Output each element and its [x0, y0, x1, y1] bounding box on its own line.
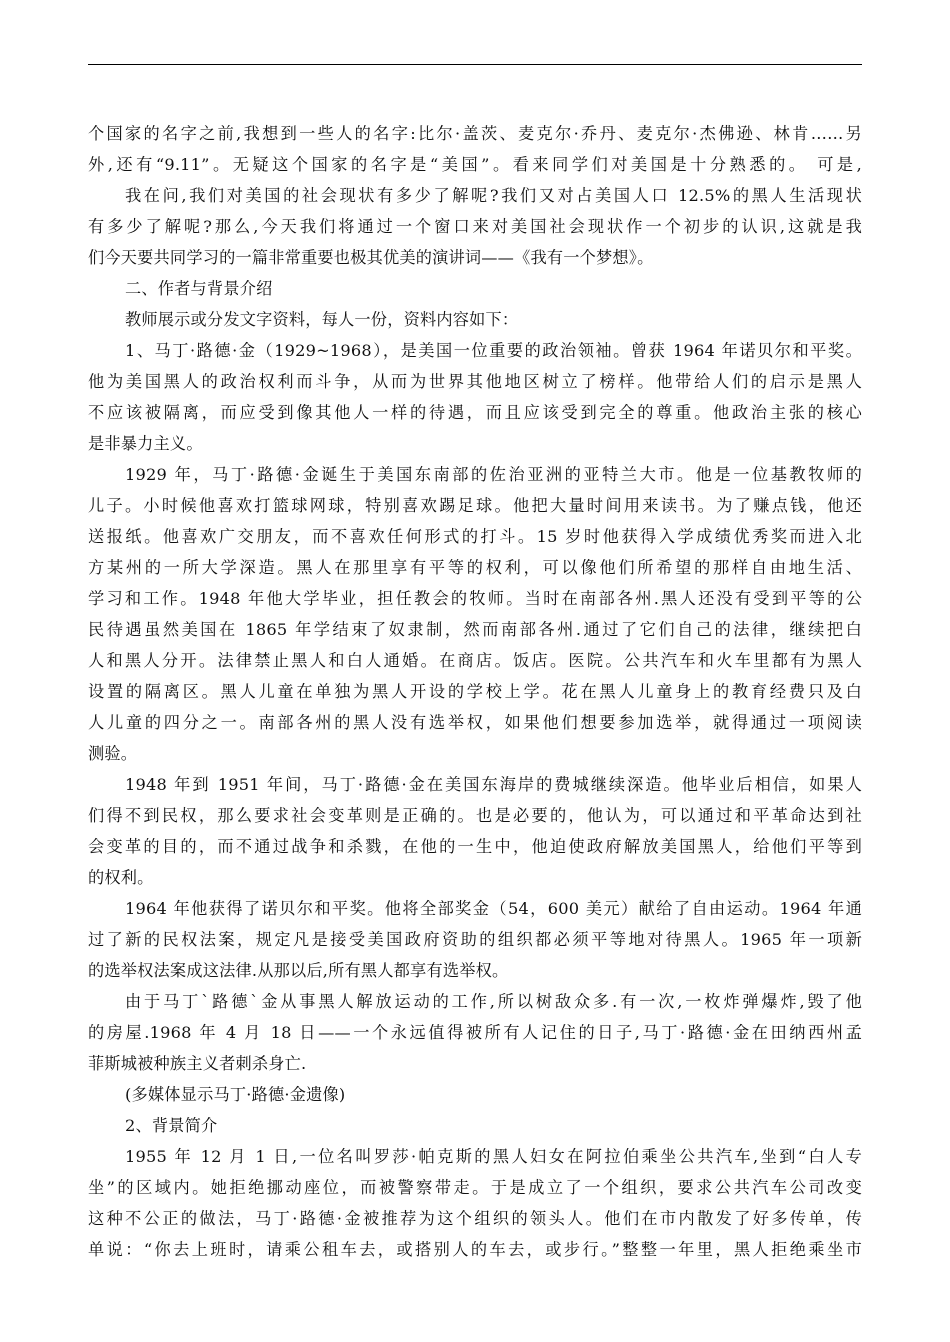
text-line: 民待遇虽然美国在 1865 年学结束了奴隶制，然而南部各州.通过了它们自己的法律，继续把白 [88, 620, 862, 639]
text-line: 1948 年到 1951 年间，马丁·路德·金在美国东海岸的费城继续深造。他毕业后相信，如果人 [125, 775, 862, 794]
text-line: 们今天要共同学习的一篇非常重要也极其优美的演讲词——《我有一个梦想》。 [88, 248, 654, 267]
header-rule [88, 64, 862, 65]
text-line: 儿子。小时候他喜欢打篮球网球，特别喜欢踢足球。他把大量时间用来读书。为了赚点钱，他还 [88, 496, 862, 515]
text-line: 外,还有“9.11”。无疑这个国家的名字是“美国”。看来同学们对美国是十分熟悉的。 可是, [88, 155, 862, 174]
text-line: 的房屋.1968 年 4 月 18 日——一个永远值得被所有人记住的日子,马丁·路德·金在田纳西州孟 [88, 1023, 862, 1042]
text-line: 的权利。 [88, 868, 154, 887]
text-line: 测验。 [88, 744, 138, 763]
text-line: 人和黑人分开。法律禁止黑人和白人通婚。在商店。饭店。医院。公共汽车和火车里都有为黑人 [88, 651, 862, 670]
text-line: 1955 年 12 月 1 日,一位名叫罗莎·帕克斯的黑人妇女在阿拉伯乘坐公共汽车,坐到“白人专 [125, 1147, 862, 1166]
text-line: 单说：“你去上班时，请乘公租车去，或搭别人的车去，或步行。”整整一年里，黑人拒绝乘坐市 [88, 1240, 862, 1259]
text-line: 送报纸。他喜欢广交朋友，而不喜欢任何形式的打斗。15 岁时他获得入学成绩优秀奖而进入北 [88, 527, 862, 546]
text-line: 教师展示或分发文字资料，每人一份，资料内容如下： [125, 310, 519, 329]
text-line: 1964 年他获得了诺贝尔和平奖。他将全部奖金（54，600 美元）献给了自由运动。1964 年通 [125, 899, 862, 918]
text-line: 二、作者与背景介绍 [125, 279, 273, 298]
text-line: (多媒体显示马丁·路德·金遗像) [125, 1085, 346, 1104]
document-body [88, 118, 862, 1265]
text-line: 他为美国黑人的政治权利而斗争，从而为世界其他地区树立了榜样。他带给人们的启示是黑人 [88, 372, 862, 391]
text-line: 这种不公正的做法，马丁·路德·金被推荐为这个组织的领头人。他们在市内散发了好多传单，传 [88, 1209, 862, 1228]
text-line: 过了新的民权法案，规定凡是接受美国政府资助的组织都必须平等地对待黑人。1965 年一项新 [88, 930, 862, 949]
text-line: 学习和工作。1948 年他大学毕业，担任教会的牧师。当时在南部各州.黑人还没有受到平等的公 [88, 589, 862, 608]
text-line: 坐”的区域内。她拒绝挪动座位，而被警察带走。于是成立了一个组织，要求公共汽车公司改变 [88, 1178, 862, 1197]
text-line: 不应该被隔离，而应受到像其他人一样的待遇，而且应该受到完全的尊重。他政治主张的核心 [88, 403, 862, 422]
text-line: 有多少了解呢?那么,今天我们将通过一个窗口来对美国社会现状作一个初步的认识,这就是我 [88, 217, 862, 236]
text-line: 们得不到民权，那么要求社会变革则是正确的。也是必要的，他认为，可以通过和平革命达到社 [88, 806, 862, 825]
text-line: 1、马丁·路德·金（1929~1968），是美国一位重要的政治领袖。曾获 1964 年诺贝尔和平奖。 [125, 341, 862, 360]
text-line: 方某州的一所大学深造。黑人在那里享有平等的权利，可以像他们所希望的那样自由地生活、 [88, 558, 862, 577]
text-line: 由于马丁`路德`金从事黑人解放运动的工作,所以树敌众多.有一次,一枚炸弹爆炸,毁了他 [125, 992, 862, 1011]
text-line: 个国家的名字之前,我想到一些人的名字:比尔·盖茨、麦克尔·乔丹、麦克尔·杰佛逊、林肯……另 [88, 124, 862, 143]
text-line: 的选举权法案成这法律.从那以后,所有黑人都享有选举权。 [88, 961, 509, 980]
text-line: 我在问,我们对美国的社会现状有多少了解呢?我们又对占美国人口 12.5%的黑人生活现状 [125, 186, 862, 205]
text-line: 会变革的目的，而不通过战争和杀戮，在他的一生中，他迫使政府解放美国黑人，给他们平等到 [88, 837, 862, 856]
text-line: 2、背景简介 [125, 1116, 218, 1135]
text-line: 是非暴力主义。 [88, 434, 203, 453]
text-line: 菲斯城被种族主义者刺杀身亡. [88, 1054, 307, 1073]
text-line: 1929 年，马丁·路德·金诞生于美国东南部的佐治亚洲的亚特兰大市。他是一位基教牧师的 [125, 465, 862, 484]
text-line: 设置的隔离区。黑人儿童在单独为黑人开设的学校上学。花在黑人儿童身上的教育经费只及白 [88, 682, 862, 701]
text-line: 人儿童的四分之一。南部各州的黑人没有选举权，如果他们想要参加选举，就得通过一项阅读 [88, 713, 862, 732]
